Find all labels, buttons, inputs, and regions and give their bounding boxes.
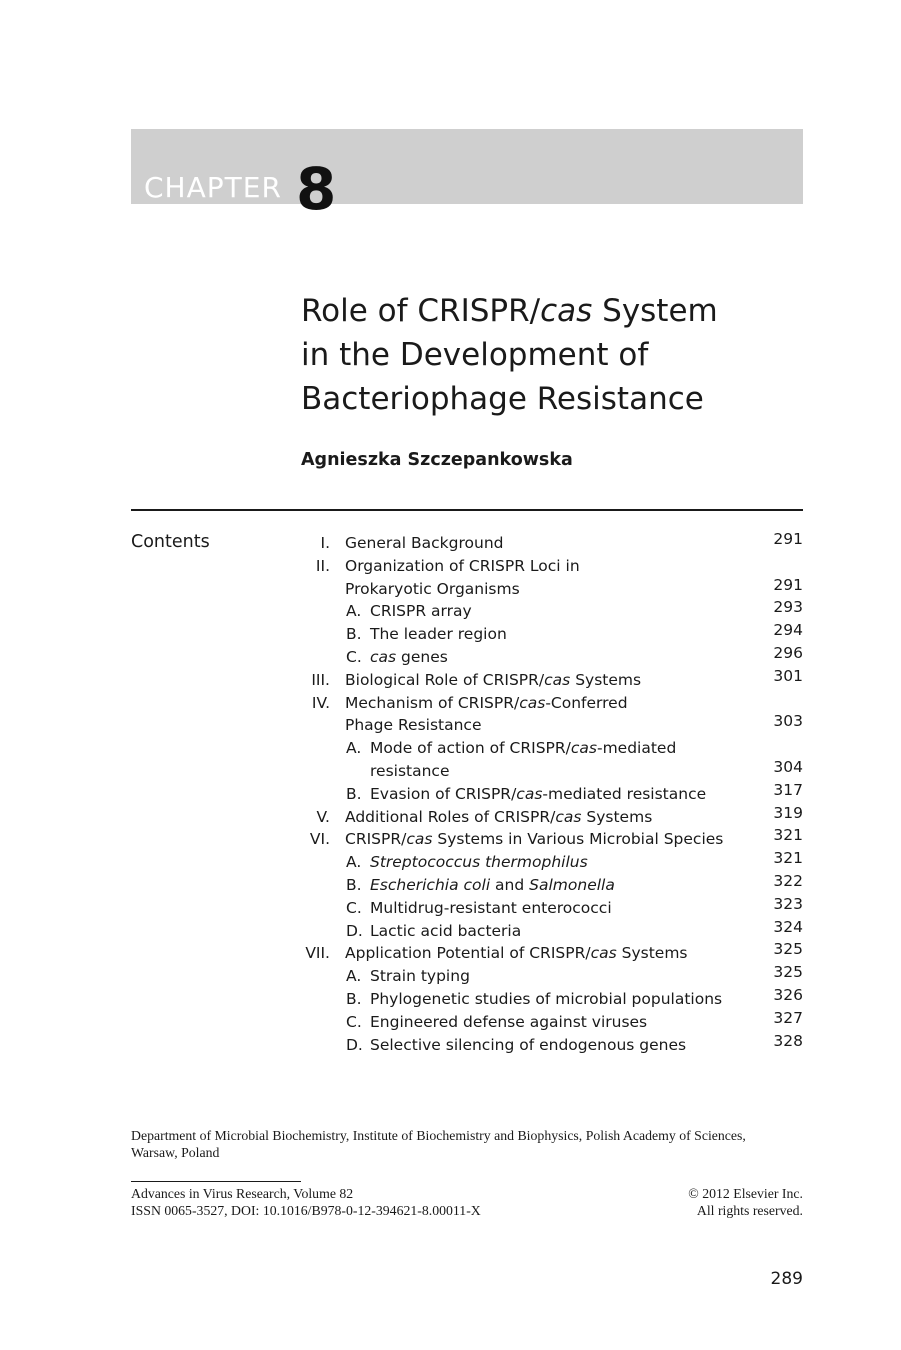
toc-page-number: 296 (773, 643, 803, 662)
toc-subentry[interactable]: D. Selective silencing of endogenous genes 328 (346, 1031, 803, 1054)
toc-subentry[interactable]: B. The leader region 294 (346, 621, 803, 644)
toc-entry-continued[interactable]: Prokaryotic Organisms 291 (345, 575, 803, 598)
toc-entry[interactable]: IV. Mechanism of CRISPR/cas-Conferred (311, 693, 628, 712)
toc-page-number: 301 (773, 666, 803, 685)
copyright-info (688, 1185, 803, 1219)
toc-subentry[interactable]: A. Streptococcus thermophilus 321 (346, 849, 803, 872)
contents-label: Contents (131, 532, 210, 552)
toc-page-number: 303 (773, 712, 803, 731)
toc-subentry[interactable]: B. Escherichia coli and Salmonella 322 (346, 871, 803, 894)
page-number: 289 (770, 1269, 803, 1289)
toc-page-number: 319 (773, 803, 803, 822)
toc-subentry[interactable]: B. Phylogenetic studies of microbial populations 326 (346, 985, 803, 1008)
toc-subentry-continued[interactable]: resistance 304 (370, 757, 803, 780)
publication-info (131, 1185, 481, 1219)
toc-entry[interactable]: III. Biological Role of CRISPR/cas Systems 301 (311, 666, 803, 689)
toc-subentry[interactable]: D. Lactic acid bacteria 324 (346, 917, 803, 940)
toc-subentry[interactable]: A. Strain typing 325 (346, 963, 803, 986)
toc-entry-continued[interactable]: Phage Resistance 303 (345, 712, 803, 735)
toc-entry[interactable]: VII. Application Potential of CRISPR/cas Systems 325 (305, 940, 803, 963)
toc-page-number: 325 (773, 963, 803, 982)
toc-page-number: 325 (773, 940, 803, 959)
toc-page-number: 322 (773, 871, 803, 890)
title-line-3: Bacteriophage Resistance (301, 381, 704, 417)
toc-page-number: 321 (773, 849, 803, 868)
toc-subentry[interactable]: C. Multidrug-resistant enterococci 323 (346, 894, 803, 917)
toc-subentry[interactable]: B. Evasion of CRISPR/cas-mediated resistance 317 (346, 780, 803, 803)
toc-page-number: 291 (773, 575, 803, 594)
toc-page-number: 291 (773, 530, 803, 548)
title-line-2: in the Development of (301, 337, 649, 373)
toc-page-number: 326 (773, 985, 803, 1004)
section-rule (131, 509, 803, 511)
journal-volume: Advances in Virus Research, Volume 82 (131, 1186, 354, 1201)
author-name: Agnieszka Szczepankowska (301, 450, 573, 470)
toc-page-number: 321 (773, 826, 803, 845)
toc-subentry[interactable]: A. CRISPR array 293 (346, 598, 803, 621)
author-affiliation: Department of Microbial Biochemistry, Institute of Biochemistry and Biophysics, Polish Academy of Sciences, Warsaw, Poland (131, 1128, 746, 1160)
toc-page-number: 323 (773, 894, 803, 913)
toc-entry[interactable]: V. Additional Roles of CRISPR/cas Systems 319 (316, 803, 803, 826)
toc-entry[interactable]: II. Organization of CRISPR Loci in (315, 556, 580, 575)
issn-doi: ISSN 0065-3527, DOI: 10.1016/B978-0-12-394621-8.00011-X (131, 1203, 481, 1218)
copyright: © 2012 Elsevier Inc. (688, 1186, 803, 1201)
footnote-rule (131, 1181, 301, 1182)
toc-subentry[interactable]: A. Mode of action of CRISPR/cas-mediated (346, 739, 677, 758)
chapter-title (301, 289, 801, 421)
toc-page-number: 324 (773, 917, 803, 936)
title-line-1: Role of CRISPR/cas System (301, 293, 718, 329)
table-of-contents (0, 532, 901, 1056)
chapter-number: 8 (296, 155, 337, 223)
toc-page-number: 294 (773, 621, 803, 640)
toc-page-number: 293 (773, 598, 803, 617)
toc-entry[interactable]: VI. CRISPR/cas Systems in Various Microbial Species 321 (309, 826, 803, 849)
chapter-label: CHAPTER (144, 171, 282, 204)
toc-page-number: 317 (773, 780, 803, 799)
toc-subentry[interactable]: C. Engineered defense against viruses 327 (346, 1008, 803, 1031)
toc-page-number: 328 (773, 1031, 803, 1050)
toc-page-number: 304 (773, 757, 803, 776)
rights: All rights reserved. (696, 1203, 803, 1218)
toc-page-number: 327 (773, 1008, 803, 1027)
toc-subentry[interactable]: C. cas genes 296 (346, 643, 803, 666)
toc-entry[interactable]: I. General Background 291 (320, 530, 803, 552)
